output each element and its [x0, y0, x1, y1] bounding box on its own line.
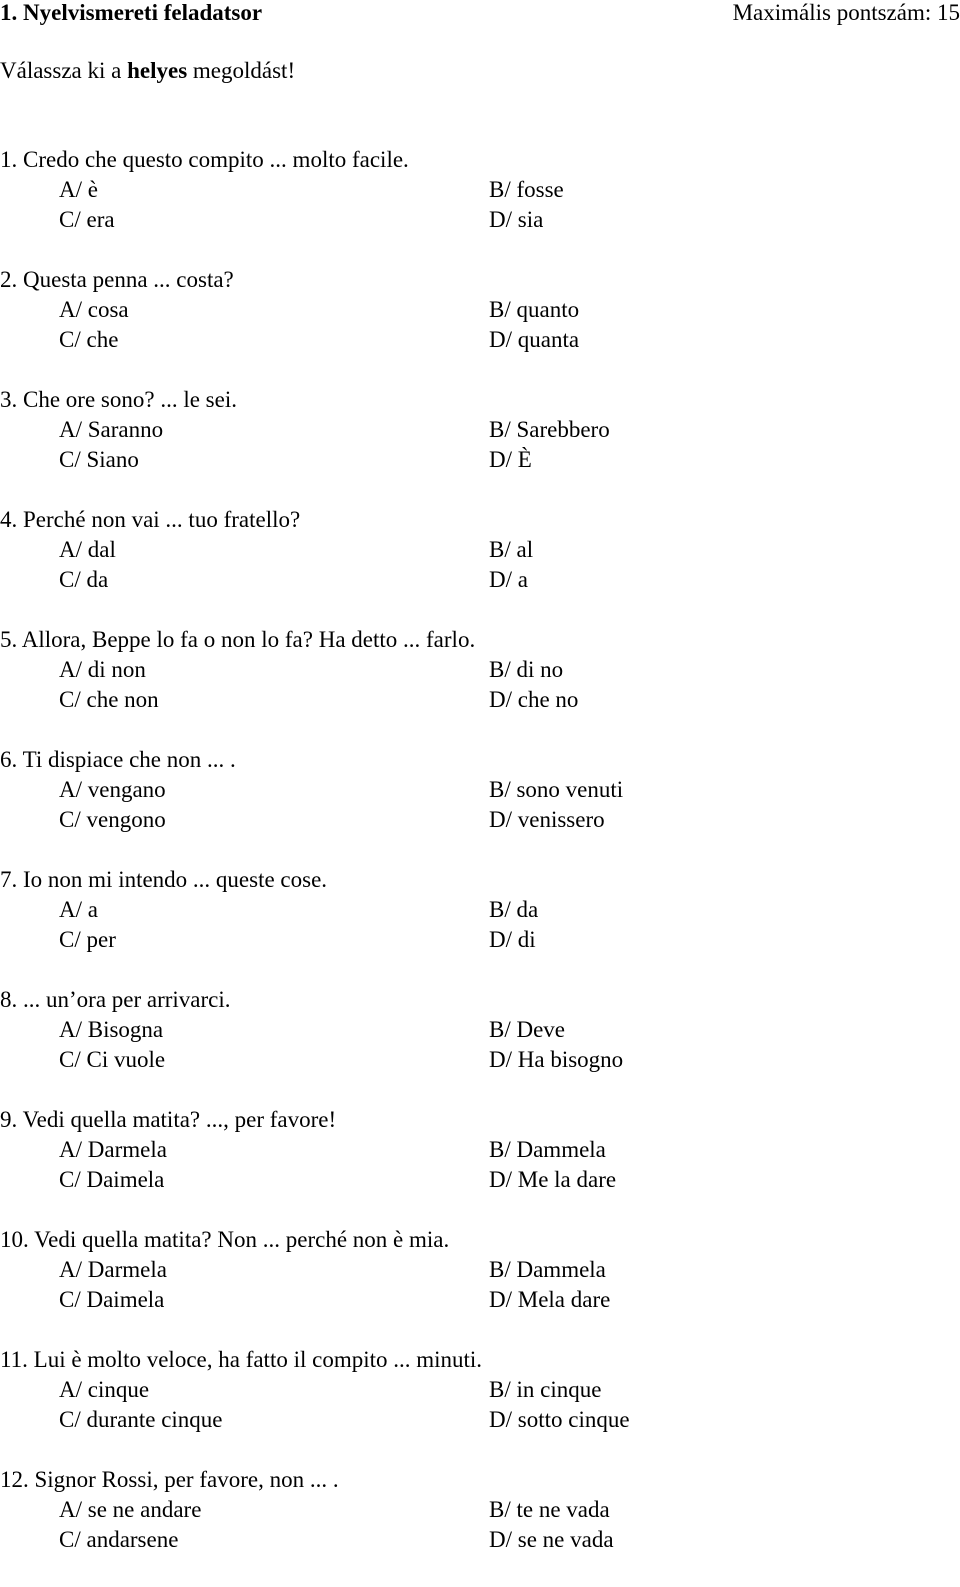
question-text: 1. Credo che questo compito ... molto facile.: [0, 147, 409, 172]
option-a: A/ a: [59, 897, 98, 922]
option-a: A/ è: [59, 177, 98, 202]
option-b: B/ te ne vada: [489, 1497, 610, 1522]
question-text: 8. ... un’ora per arrivarci.: [0, 987, 231, 1012]
option-a: A/ vengano: [59, 777, 166, 802]
question-3: [0, 387, 960, 507]
option-b: B/ quanto: [489, 297, 580, 322]
option-d: D/ di: [489, 927, 536, 952]
option-d: D/ se ne vada: [489, 1527, 614, 1552]
section-title: 1. Nyelvismereti feladatsor: [0, 0, 263, 25]
option-a: A/ Darmela: [59, 1137, 167, 1162]
option-d: D/ che no: [489, 687, 579, 712]
question-text: 2. Questa penna ... costa?: [0, 267, 234, 292]
option-c: C/ era: [59, 207, 115, 232]
question-8: [0, 987, 960, 1107]
option-d: D/ Ha bisogno: [489, 1047, 624, 1072]
question-text: 3. Che ore sono? ... le sei.: [0, 387, 237, 412]
question-text: 12. Signor Rossi, per favore, non ... .: [0, 1467, 339, 1492]
option-b: B/ Sarebbero: [489, 417, 610, 442]
option-b: B/ da: [489, 897, 539, 922]
question-text: 7. Io non mi intendo ... queste cose.: [0, 867, 328, 892]
question-4: [0, 507, 960, 627]
question-2: [0, 267, 960, 387]
option-b: B/ al: [489, 537, 534, 562]
question-7: [0, 867, 960, 987]
option-d: D/ quanta: [489, 327, 580, 352]
option-d: D/ a: [489, 567, 528, 592]
option-b: B/ Dammela: [489, 1137, 606, 1162]
option-d: D/ venissero: [489, 807, 605, 832]
question-text: 11. Lui è molto veloce, ha fatto il compito ... minuti.: [0, 1347, 483, 1372]
option-d: D/ sotto cinque: [489, 1407, 630, 1432]
question-text: 5. Allora, Beppe lo fa o non lo fa? Ha detto ... farlo.: [0, 627, 476, 652]
option-d: D/ È: [489, 447, 532, 472]
option-a: A/ di non: [59, 657, 146, 682]
option-c: C/ andarsene: [59, 1527, 179, 1552]
question-1: [0, 147, 960, 267]
option-c: C/ Daimela: [59, 1167, 165, 1192]
option-a: A/ dal: [59, 537, 116, 562]
option-d: D/ sia: [489, 207, 544, 232]
max-points-label: Maximális pontszám: 15: [732, 0, 960, 25]
option-b: B/ in cinque: [489, 1377, 602, 1402]
option-b: B/ di no: [489, 657, 564, 682]
option-b: B/ Dammela: [489, 1257, 606, 1282]
option-b: B/ Deve: [489, 1017, 566, 1042]
option-a: A/ se ne andare: [59, 1497, 202, 1522]
option-c: C/ durante cinque: [59, 1407, 223, 1432]
question-9: [0, 1107, 960, 1227]
option-c: C/ che non: [59, 687, 159, 712]
page-header: [0, 0, 960, 26]
option-b: B/ sono venuti: [489, 777, 624, 802]
option-a: A/ Bisogna: [59, 1017, 164, 1042]
instruction-before: Válassza ki a: [0, 58, 128, 83]
question-list: [0, 147, 960, 1587]
option-c: C/ Daimela: [59, 1287, 165, 1312]
option-d: D/ Mela dare: [489, 1287, 611, 1312]
option-c: C/ che: [59, 327, 119, 352]
question-11: [0, 1347, 960, 1467]
question-6: [0, 747, 960, 867]
question-12: [0, 1467, 960, 1587]
question-5: [0, 627, 960, 747]
option-a: A/ Darmela: [59, 1257, 167, 1282]
question-text: 6. Ti dispiace che non ... .: [0, 747, 236, 772]
instruction-text: [0, 58, 295, 84]
option-a: A/ cosa: [59, 297, 129, 322]
instruction-bold: helyes: [127, 58, 188, 83]
option-c: C/ per: [59, 927, 116, 952]
option-d: D/ Me la dare: [489, 1167, 617, 1192]
option-c: C/ vengono: [59, 807, 166, 832]
option-a: A/ cinque: [59, 1377, 150, 1402]
question-text: 9. Vedi quella matita? ..., per favore!: [0, 1107, 337, 1132]
option-c: C/ Siano: [59, 447, 139, 472]
option-a: A/ Saranno: [59, 417, 164, 442]
option-c: C/ Ci vuole: [59, 1047, 166, 1072]
option-c: C/ da: [59, 567, 109, 592]
question-10: [0, 1227, 960, 1347]
instruction-after: megoldást!: [187, 58, 296, 83]
question-text: 10. Vedi quella matita? Non ... perché non è mia.: [0, 1227, 450, 1252]
question-text: 4. Perché non vai ... tuo fratello?: [0, 507, 301, 532]
option-b: B/ fosse: [489, 177, 564, 202]
